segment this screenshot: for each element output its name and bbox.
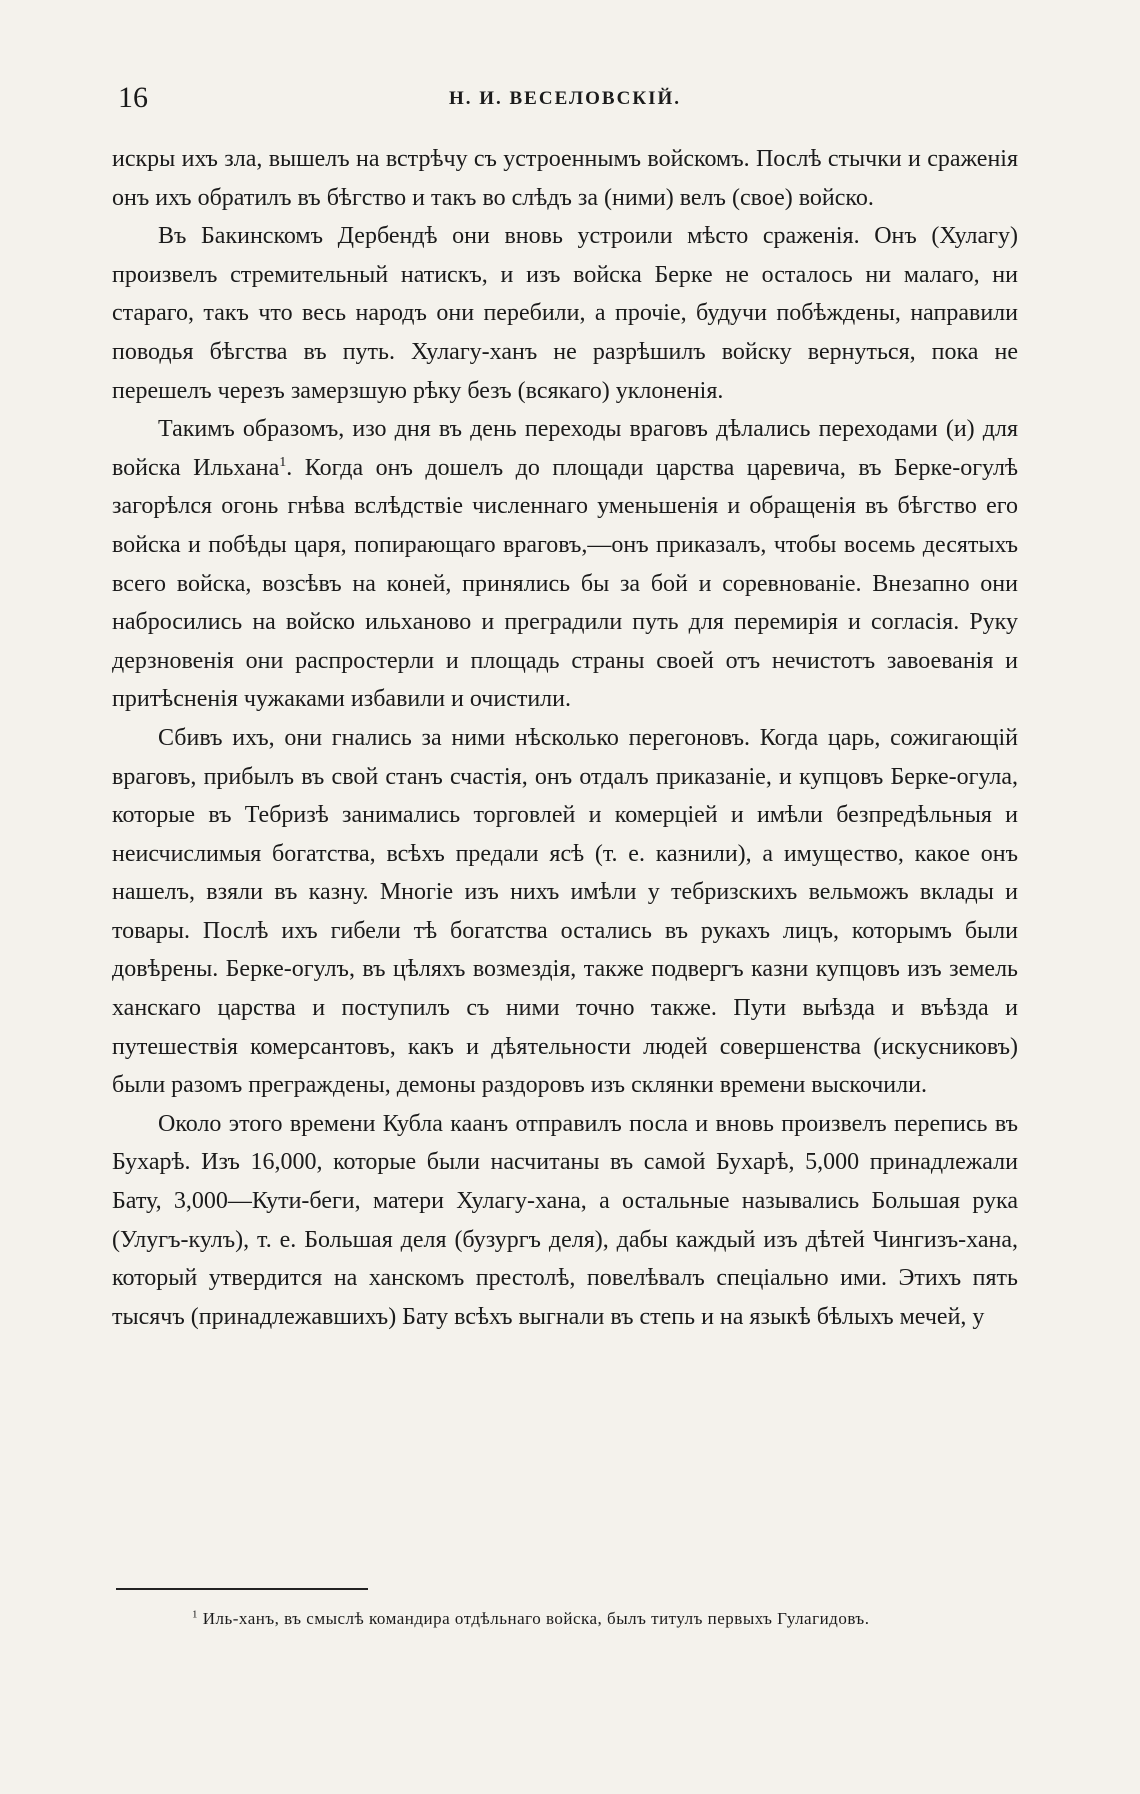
footnote-marker: 1 — [192, 1608, 198, 1621]
paragraph: искры ихъ зла, вышелъ на встрѣчу съ устроеннымъ войскомъ. Послѣ стычки и сраженія онъ ихъ обратилъ въ бѣгство и такъ во слѣдъ за (ними) велъ (свое) войско. — [112, 146, 1018, 211]
footnote-text: Иль-ханъ, въ смыслѣ командира отдѣльнаго войска, былъ титулъ первыхъ Гулагидовъ. — [202, 1609, 870, 1628]
paragraph: Сбивъ ихъ, они гнались за ними нѣсколько перегоновъ. Когда царь, сожигающій враговъ, прибылъ въ свой станъ счастія, онъ отдалъ приказаніе, и купцовъ Берке-огула, которые въ Тебризѣ занимались торговлей и комерціей и имѣли безпредѣльныя и неисчислимыя богатства, всѣхъ предали ясѣ (т. е. казнили), а имущество, какое онъ нашелъ, взяли въ казну. Многіе изъ нихъ имѣли у тебризскихъ вельможъ вклады и товары. Послѣ ихъ гибели тѣ богатства остались въ рукахъ лицъ, которымъ были довѣрены. Берке-огулъ, въ цѣляхъ возмездія, также подвергъ казни купцовъ изъ земель ханскаго царства и поступилъ съ ними точно также. Пути выѣзда и въѣзда и путешествія комерсантовъ, какъ и дѣятельности людей совершенства (искусниковъ) были разомъ преграждены, демоны раздоровъ изъ склянки времени выскочили. — [112, 724, 1018, 1099]
paragraph: Около этого времени Кубла каанъ отправилъ посла и вновь произвелъ перепись въ Бухарѣ. Изъ 16,000, которые были насчитаны въ самой Бухарѣ, 5,000 принадлежали Бату, 3,000—Кути-беги, матери Хулагу-хана, а остальные назывались Большая рука (Улугъ-кулъ), т. е. Большая деля (бузургъ деля), дабы каждый изъ дѣтей Чингизъ-хана, который утвердится на ханскомъ престолѣ, повелѣвалъ спеціально ими. Этихъ пять тысячъ (принадлежавшихъ) Бату всѣхъ выгнали въ степь и на языкѣ бѣлыхъ мечей, у — [112, 1110, 1018, 1330]
paragraph-text: Такимъ образомъ, изо дня въ день переходы враговъ дѣлались переходами (и) для войска Ильхана — [112, 416, 1018, 481]
running-head: Н. И. ВЕСЕЛОВСКІЙ. — [448, 88, 682, 109]
footnote — [112, 1604, 1018, 1634]
page-number: 16 — [118, 81, 148, 114]
paragraph — [112, 410, 1018, 719]
paragraph-text: . Когда онъ дошелъ до площади царства царевича, въ Берке-огулѣ загорѣлся огонь гнѣва вслѣдствіе численнаго уменьшенія и обращенія въ бѣгство его войска и побѣды царя, попирающаго враговъ,—онъ приказалъ, чтобы восемь десятыхъ всего войска, возсѣвъ на коней, принялись бы за бой и соревнованіе. Внезапно они набросились на войско ильханово и преградили путь для перемирія и согласія. Руку дерзновенія они распростерли и площадь страны своей отъ нечистотъ завоеванія и притѣсненія чужаками избавили и очистили. — [112, 454, 1018, 713]
main-text — [112, 140, 1018, 1336]
footnote-divider — [116, 1588, 368, 1590]
footnote-reference[interactable]: 1 — [279, 454, 287, 470]
page-header — [112, 80, 1018, 120]
paragraph: Въ Бакинскомъ Дербендѣ они вновь устроили мѣсто сраженія. Онъ (Хулагу) произвелъ стремительный натискъ, и изъ войска Берке не осталось ни малаго, ни стараго, такъ что весь народъ они перебили, а прочіе, будучи побѣждены, направили поводья бѣгства въ путь. Хулагу-ханъ не разрѣшилъ войску вернуться, пока не перешелъ черезъ замерзшую рѣку безъ (всякаго) уклоненія. — [112, 223, 1018, 404]
